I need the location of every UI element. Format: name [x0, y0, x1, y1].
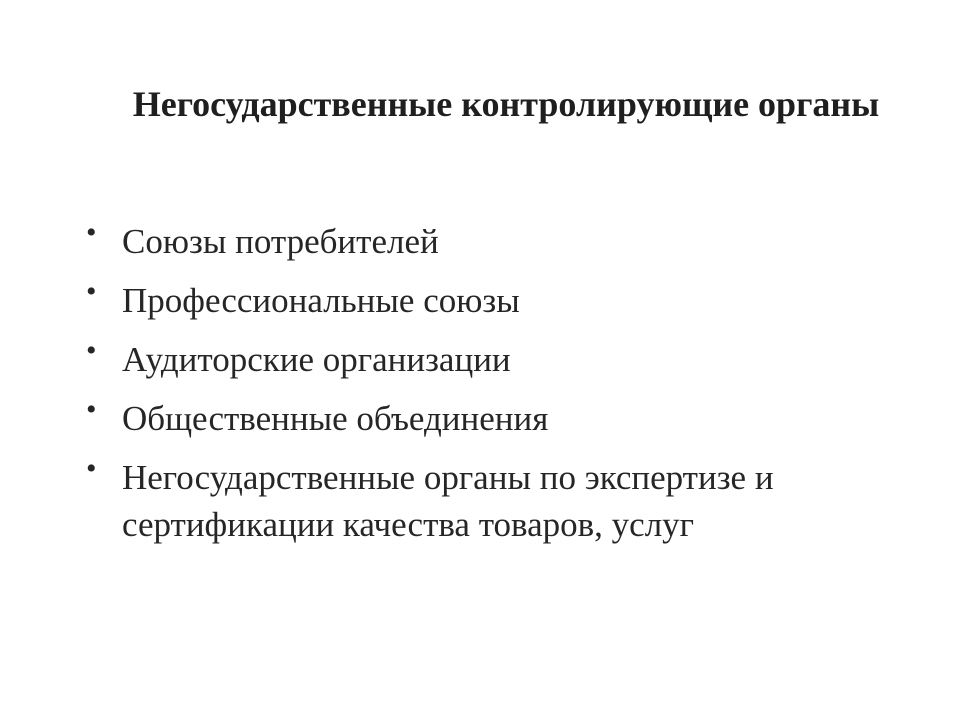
slide-title: Негосударственные контролирующие органы — [132, 84, 880, 124]
list-item-text: Аудиторские организации — [122, 340, 511, 379]
list-item-text: Профессиональные союзы — [122, 281, 520, 320]
list-item — [80, 277, 840, 324]
bullet-icon: • — [86, 334, 97, 367]
bullet-list — [80, 218, 840, 560]
bullet-icon: • — [86, 452, 97, 485]
bullet-icon: • — [86, 393, 97, 426]
list-item — [80, 454, 840, 548]
list-item — [80, 336, 840, 383]
list-item — [80, 395, 840, 442]
list-item-text: Союзы потребителей — [122, 222, 439, 261]
list-item-text: Негосударственные органы по экспертизе и сертификации качества товаров, услуг — [122, 458, 774, 544]
bullet-icon: • — [86, 275, 97, 308]
list-item — [80, 218, 840, 265]
list-item-text: Общественные объединения — [122, 399, 549, 438]
bullet-icon: • — [86, 216, 97, 249]
